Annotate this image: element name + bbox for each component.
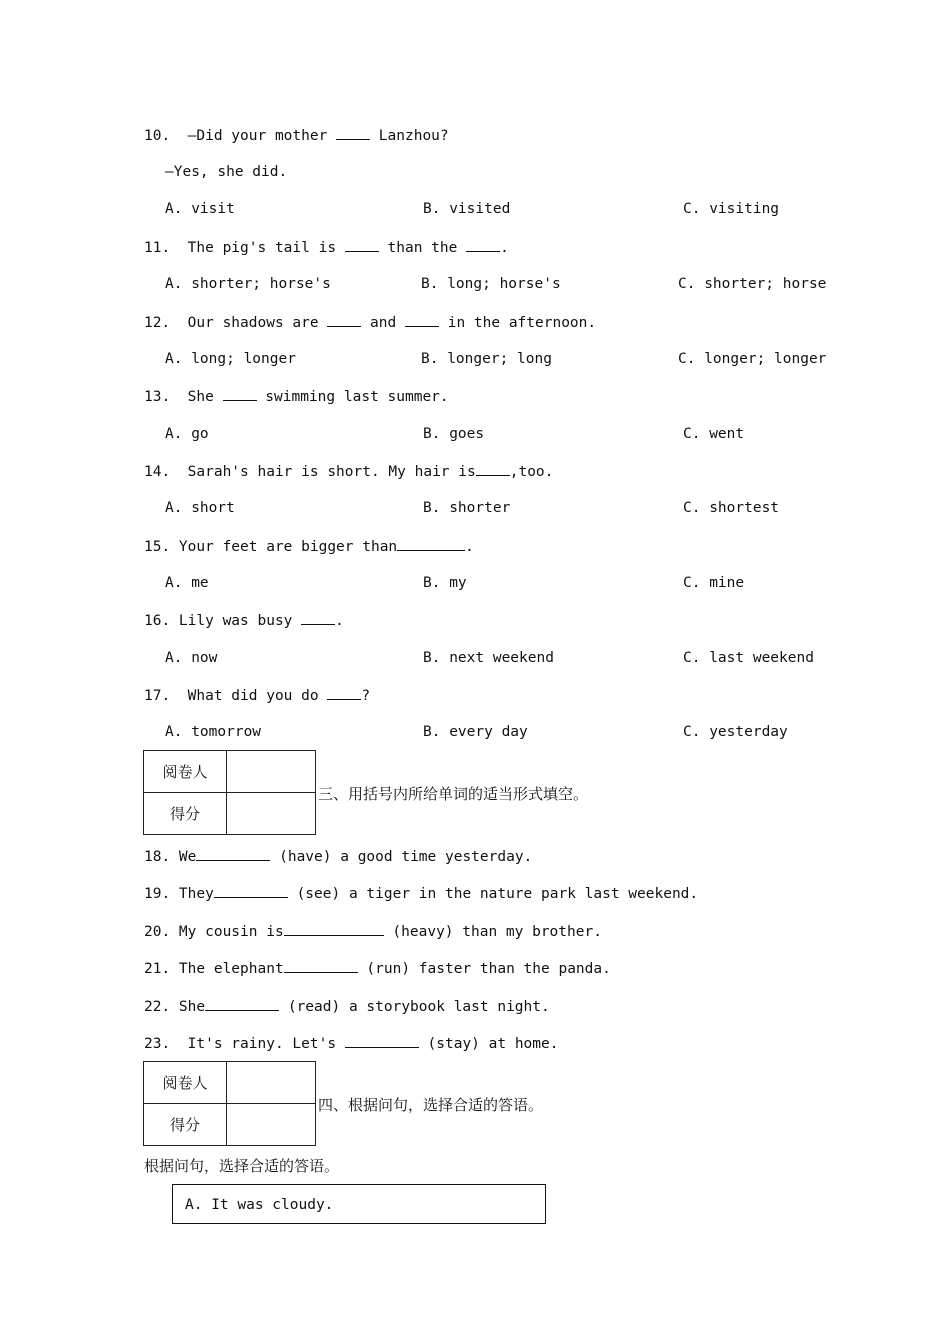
answer-blank[interactable] — [223, 386, 257, 401]
section-4-title: 四、根据问句，选择合适的答语。 — [318, 1096, 544, 1114]
score-cell[interactable] — [227, 1104, 316, 1146]
grader-cell[interactable] — [227, 1062, 316, 1104]
option-a[interactable]: A. shorter; horse's — [165, 276, 331, 292]
item-text: 18. We — [144, 849, 197, 865]
question-10-reply: —Yes, she did. — [165, 164, 288, 180]
question-16 — [144, 610, 344, 631]
option-a[interactable]: A. visit — [165, 201, 235, 217]
item-text: (heavy) than my brother. — [383, 924, 602, 940]
option-b[interactable]: B. long; horse's — [421, 276, 561, 292]
question-text: 13. She — [144, 389, 223, 405]
answer-blank[interactable] — [327, 685, 361, 700]
score-table — [143, 750, 316, 835]
answer-blank[interactable] — [301, 610, 335, 625]
option-b[interactable]: B. longer; long — [421, 351, 552, 367]
question-text: 11. The pig's tail is — [144, 240, 345, 256]
question-text: 16. Lily was busy — [144, 613, 302, 629]
item-text: (have) a good time yesterday. — [270, 849, 533, 865]
question-text: ,too. — [509, 464, 554, 480]
answer-blank[interactable] — [196, 846, 270, 861]
answer-blank[interactable] — [345, 237, 379, 252]
section-4-intro: 根据问句，选择合适的答语。 — [144, 1157, 340, 1175]
answer-blank[interactable] — [466, 237, 500, 252]
answer-options-box — [172, 1184, 546, 1224]
option-b[interactable]: B. every day — [423, 724, 528, 740]
question-text: . — [500, 240, 509, 256]
question-14 — [144, 461, 553, 482]
fill-item-18 — [144, 846, 532, 867]
question-text: 14. Sarah's hair is short. My hair is — [144, 464, 476, 480]
option-b[interactable]: B. next weekend — [423, 650, 554, 666]
question-text: Lanzhou? — [370, 128, 449, 144]
item-text: 22. She — [144, 999, 206, 1015]
option-c[interactable]: C. shortest — [683, 500, 780, 516]
answer-blank[interactable] — [345, 1033, 419, 1048]
option-c[interactable]: C. longer; longer — [678, 351, 827, 367]
item-text: 21. The elephant — [144, 961, 284, 977]
question-text: 12. Our shadows are — [144, 315, 328, 331]
question-text: swimming last summer. — [256, 389, 449, 405]
option-a[interactable]: A. me — [165, 575, 209, 591]
answer-blank[interactable] — [476, 461, 510, 476]
answer-blank[interactable] — [214, 883, 288, 898]
option-a[interactable]: A. short — [165, 500, 235, 516]
question-17 — [144, 685, 370, 706]
question-10 — [144, 125, 449, 146]
item-text: 23. It's rainy. Let's — [144, 1036, 345, 1052]
option-a[interactable]: A. go — [165, 426, 209, 442]
question-text: 10. —Did your mother — [144, 128, 337, 144]
option-b[interactable]: B. goes — [423, 426, 485, 442]
fill-item-20 — [144, 921, 602, 942]
option-c[interactable]: C. shorter; horse — [678, 276, 827, 292]
item-text: (run) faster than the panda. — [357, 961, 611, 977]
section-3-title: 三、用括号内所给单词的适当形式填空。 — [318, 785, 589, 803]
answer-blank[interactable] — [336, 125, 370, 140]
item-text: 19. They — [144, 886, 214, 902]
option-c[interactable]: C. mine — [683, 575, 745, 591]
answer-blank[interactable] — [284, 921, 384, 936]
item-text: (read) a storybook last night. — [279, 999, 550, 1015]
question-13 — [144, 386, 449, 407]
option-b[interactable]: B. shorter — [423, 500, 511, 516]
answer-blank[interactable] — [397, 536, 465, 551]
option-c[interactable]: C. yesterday — [683, 724, 788, 740]
grader-label: 阅卷人 — [144, 1062, 227, 1104]
option-a[interactable]: A. long; longer — [165, 351, 296, 367]
answer-option-a[interactable]: A. It was cloudy. — [185, 1197, 334, 1213]
item-text: 20. My cousin is — [144, 924, 284, 940]
option-b[interactable]: B. visited — [423, 201, 511, 217]
fill-item-19 — [144, 883, 698, 904]
question-text: 15. Your feet are bigger than — [144, 539, 398, 555]
score-cell[interactable] — [227, 793, 316, 835]
option-c[interactable]: C. last weekend — [683, 650, 814, 666]
option-c[interactable]: C. visiting — [683, 201, 780, 217]
fill-item-23 — [144, 1033, 558, 1054]
question-text: than the — [378, 240, 467, 256]
option-a[interactable]: A. tomorrow — [165, 724, 262, 740]
grader-cell[interactable] — [227, 751, 316, 793]
question-text: in the afternoon. — [438, 315, 597, 331]
question-12 — [144, 312, 596, 333]
answer-blank[interactable] — [327, 312, 361, 327]
answer-blank[interactable] — [405, 312, 439, 327]
question-text: . — [465, 539, 474, 555]
score-table — [143, 1061, 316, 1146]
fill-item-21 — [144, 958, 611, 979]
answer-blank[interactable] — [284, 958, 358, 973]
score-label: 得分 — [144, 1104, 227, 1146]
item-text: (stay) at home. — [418, 1036, 559, 1052]
item-text: (see) a tiger in the nature park last weekend. — [287, 886, 699, 902]
score-label: 得分 — [144, 793, 227, 835]
option-b[interactable]: B. my — [423, 575, 467, 591]
fill-item-22 — [144, 996, 550, 1017]
grader-label: 阅卷人 — [144, 751, 227, 793]
question-text: and — [361, 315, 405, 331]
option-a[interactable]: A. now — [165, 650, 218, 666]
question-text: ? — [361, 688, 371, 704]
answer-blank[interactable] — [205, 996, 279, 1011]
question-15 — [144, 536, 474, 557]
question-text: 17. What did you do — [144, 688, 328, 704]
option-c[interactable]: C. went — [683, 426, 745, 442]
question-text: . — [335, 613, 344, 629]
question-11 — [144, 237, 509, 258]
